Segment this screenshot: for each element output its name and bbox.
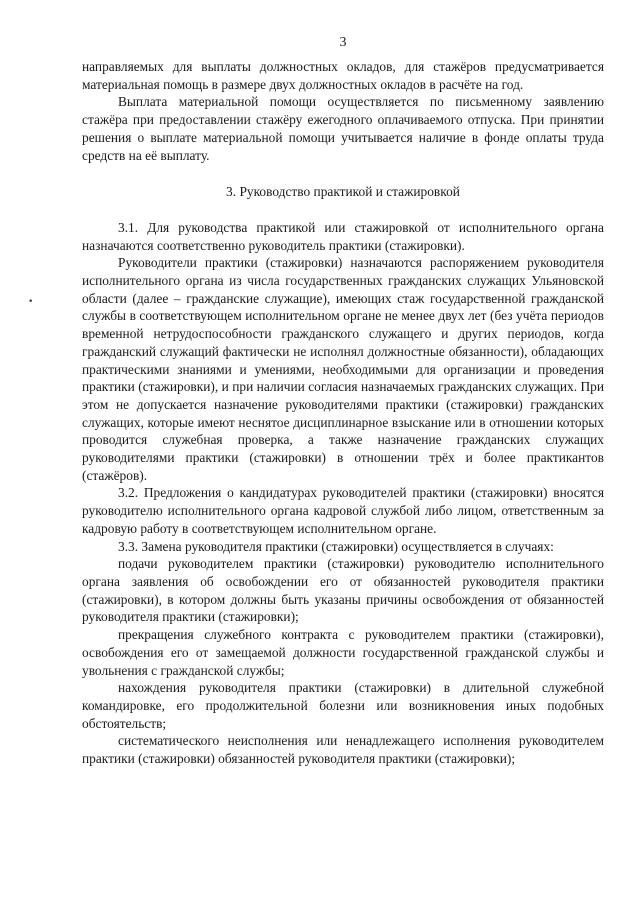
list-item-resignation-request: подачи руководителем практики (стажировки) руководителю исполнительного органа заявления об освобождении его от обязанностей руководителя практики (стажировки), в котором должны быть указаны причины освобождения от обязанностей руководителя практики (стажировки); xyxy=(82,556,604,625)
list-item-contract-termination: прекращения служебного контракта с руководителем практики (стажировки), освобождения его от замещаемой должности государственной гражданской службы и увольнения с гражданской службы; xyxy=(82,627,604,678)
document-page xyxy=(82,34,604,768)
page-number: 3 xyxy=(339,35,347,50)
list-item-business-trip-illness: нахождения руководителя практики (стажировки) в длительной служебной командировке, его продолжительной болезни или возникновения иных подобных обстоятельств; xyxy=(82,680,604,731)
section-heading: 3. Руководство практикой и стажировкой xyxy=(226,184,460,200)
intro-continuation-paragraph: направляемых для выплаты должностных окладов, для стажёров предусматривается материальная помощь в размере двух должностных окладов в расчёте на год. xyxy=(82,59,604,92)
paragraph-3-3: 3.3. Замена руководителя практики (стажировки) осуществляется в случаях: xyxy=(118,538,554,554)
paragraph-3-1: 3.1. Для руководства практикой или стажировкой от исполнительного органа назначаются соответственно руководитель практики (стажировки). xyxy=(82,219,604,253)
list-item-non-performance: систематического неисполнения или ненадлежащего исполнения руководителем практики (стажировки) обязанностей руководителя практики (стажировки); xyxy=(82,733,604,767)
material-aid-paragraph: Выплата материальной помощи осуществляется по письменному заявлению стажёра при предоставлении стажёру ежегодного оплачиваемого отпуска. При принятии решения о выплате материальной помощи учитывается наличие в фонде оплаты труда средств на её выплату. xyxy=(82,94,604,163)
paragraph-3-2: 3.2. Предложения о кандидатурах руководителей практики (стажировки) вносятся руководителю исполнительного органа кадровой службой либо лицом, ответственным за кадровую работу в соответствующем исполнительном органе. xyxy=(82,485,604,536)
margin-mark: • xyxy=(28,297,34,307)
paragraph-supervisor-appointment: Руководители практики (стажировки) назначаются распоряжением руководителя исполнительного органа из числа государственных гражданских служащих Ульяновской области (далее – гражданские служащие), имеющих стаж государственной гражданской службы в соответствующем исполнительном органе не менее двух лет (без учёта периодов временной нетрудоспособности гражданского служащего и других периодов, когда гражданский служащий фактически не исполнял должностные обязанности), обладающих практическими знаниями и умениями, необходимыми для организации и проведения практики (стажировки), и при наличии согласия назначаемых гражданских служащих. При этом не допускается назначение руководителями практики (стажировки) гражданских служащих, которые имеют неснятое дисциплинарное взыскание или в отношении которых проводится служебная проверка, а также назначение гражданских служащих руководителями практики (стажировки) в отношении трёх и более практикантов (стажёров). xyxy=(82,255,604,483)
